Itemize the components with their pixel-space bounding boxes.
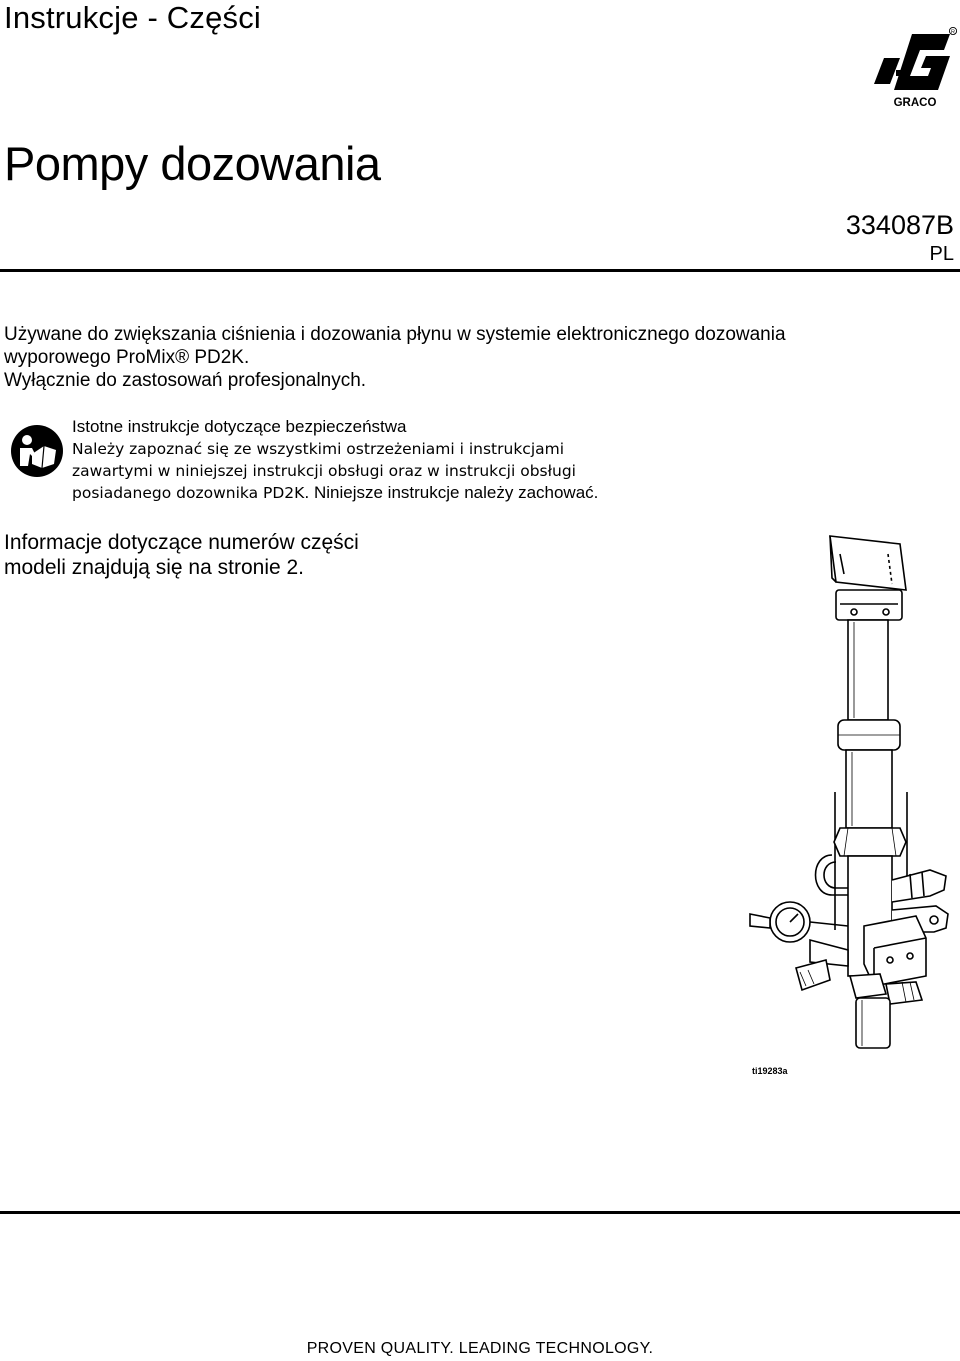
safety-heading: Istotne instrukcje dotyczące bezpieczeństwa: [72, 417, 407, 436]
top-divider: [0, 269, 960, 272]
intro-line: Wyłącznie do zastosowań profesjonalnych.: [4, 370, 367, 391]
footer-tagline: PROVEN QUALITY. LEADING TECHNOLOGY.: [306, 1340, 654, 1357]
document-number: 334087B: [845, 210, 954, 240]
document-type: Instrukcje - Części: [4, 0, 262, 35]
parts-info-line: modeli znajdują się na stronie 2.: [4, 556, 305, 579]
graco-logo: [872, 26, 958, 112]
read-manual-icon: [10, 424, 64, 478]
dosing-pump-illustration: [740, 530, 960, 1050]
intro-line: wyporowego ProMix® PD2K.: [4, 347, 250, 368]
parts-info-line: Informacje dotyczące numerów części: [4, 531, 359, 554]
page-title: Pompy dozowania: [4, 137, 381, 190]
intro-line: Używane do zwiększania ciśnienia i dozowania płynu w systemie elektronicznego dozowania: [4, 324, 786, 345]
safety-line: posiadanego dozownika PD2K.: [72, 484, 310, 502]
safety-line: Należy zapoznać się ze wszystkimi ostrzeżeniami i instrukcjami: [72, 440, 565, 458]
bottom-divider: [0, 1211, 960, 1214]
safety-line: zawartymi w niniejszej instrukcji obsługi oraz w instrukcji obsługi: [72, 462, 576, 480]
svg-text:R: R: [951, 29, 955, 36]
intro-text: [4, 323, 786, 392]
svg-text:GRACO: GRACO: [893, 97, 937, 109]
figure-id: ti19283a: [752, 1066, 788, 1076]
safety-keep-instructions: Niniejsze instrukcje należy zachować.: [309, 483, 599, 502]
document-language: PL: [929, 243, 954, 265]
parts-info: [4, 530, 359, 580]
safety-notice: [72, 416, 598, 504]
